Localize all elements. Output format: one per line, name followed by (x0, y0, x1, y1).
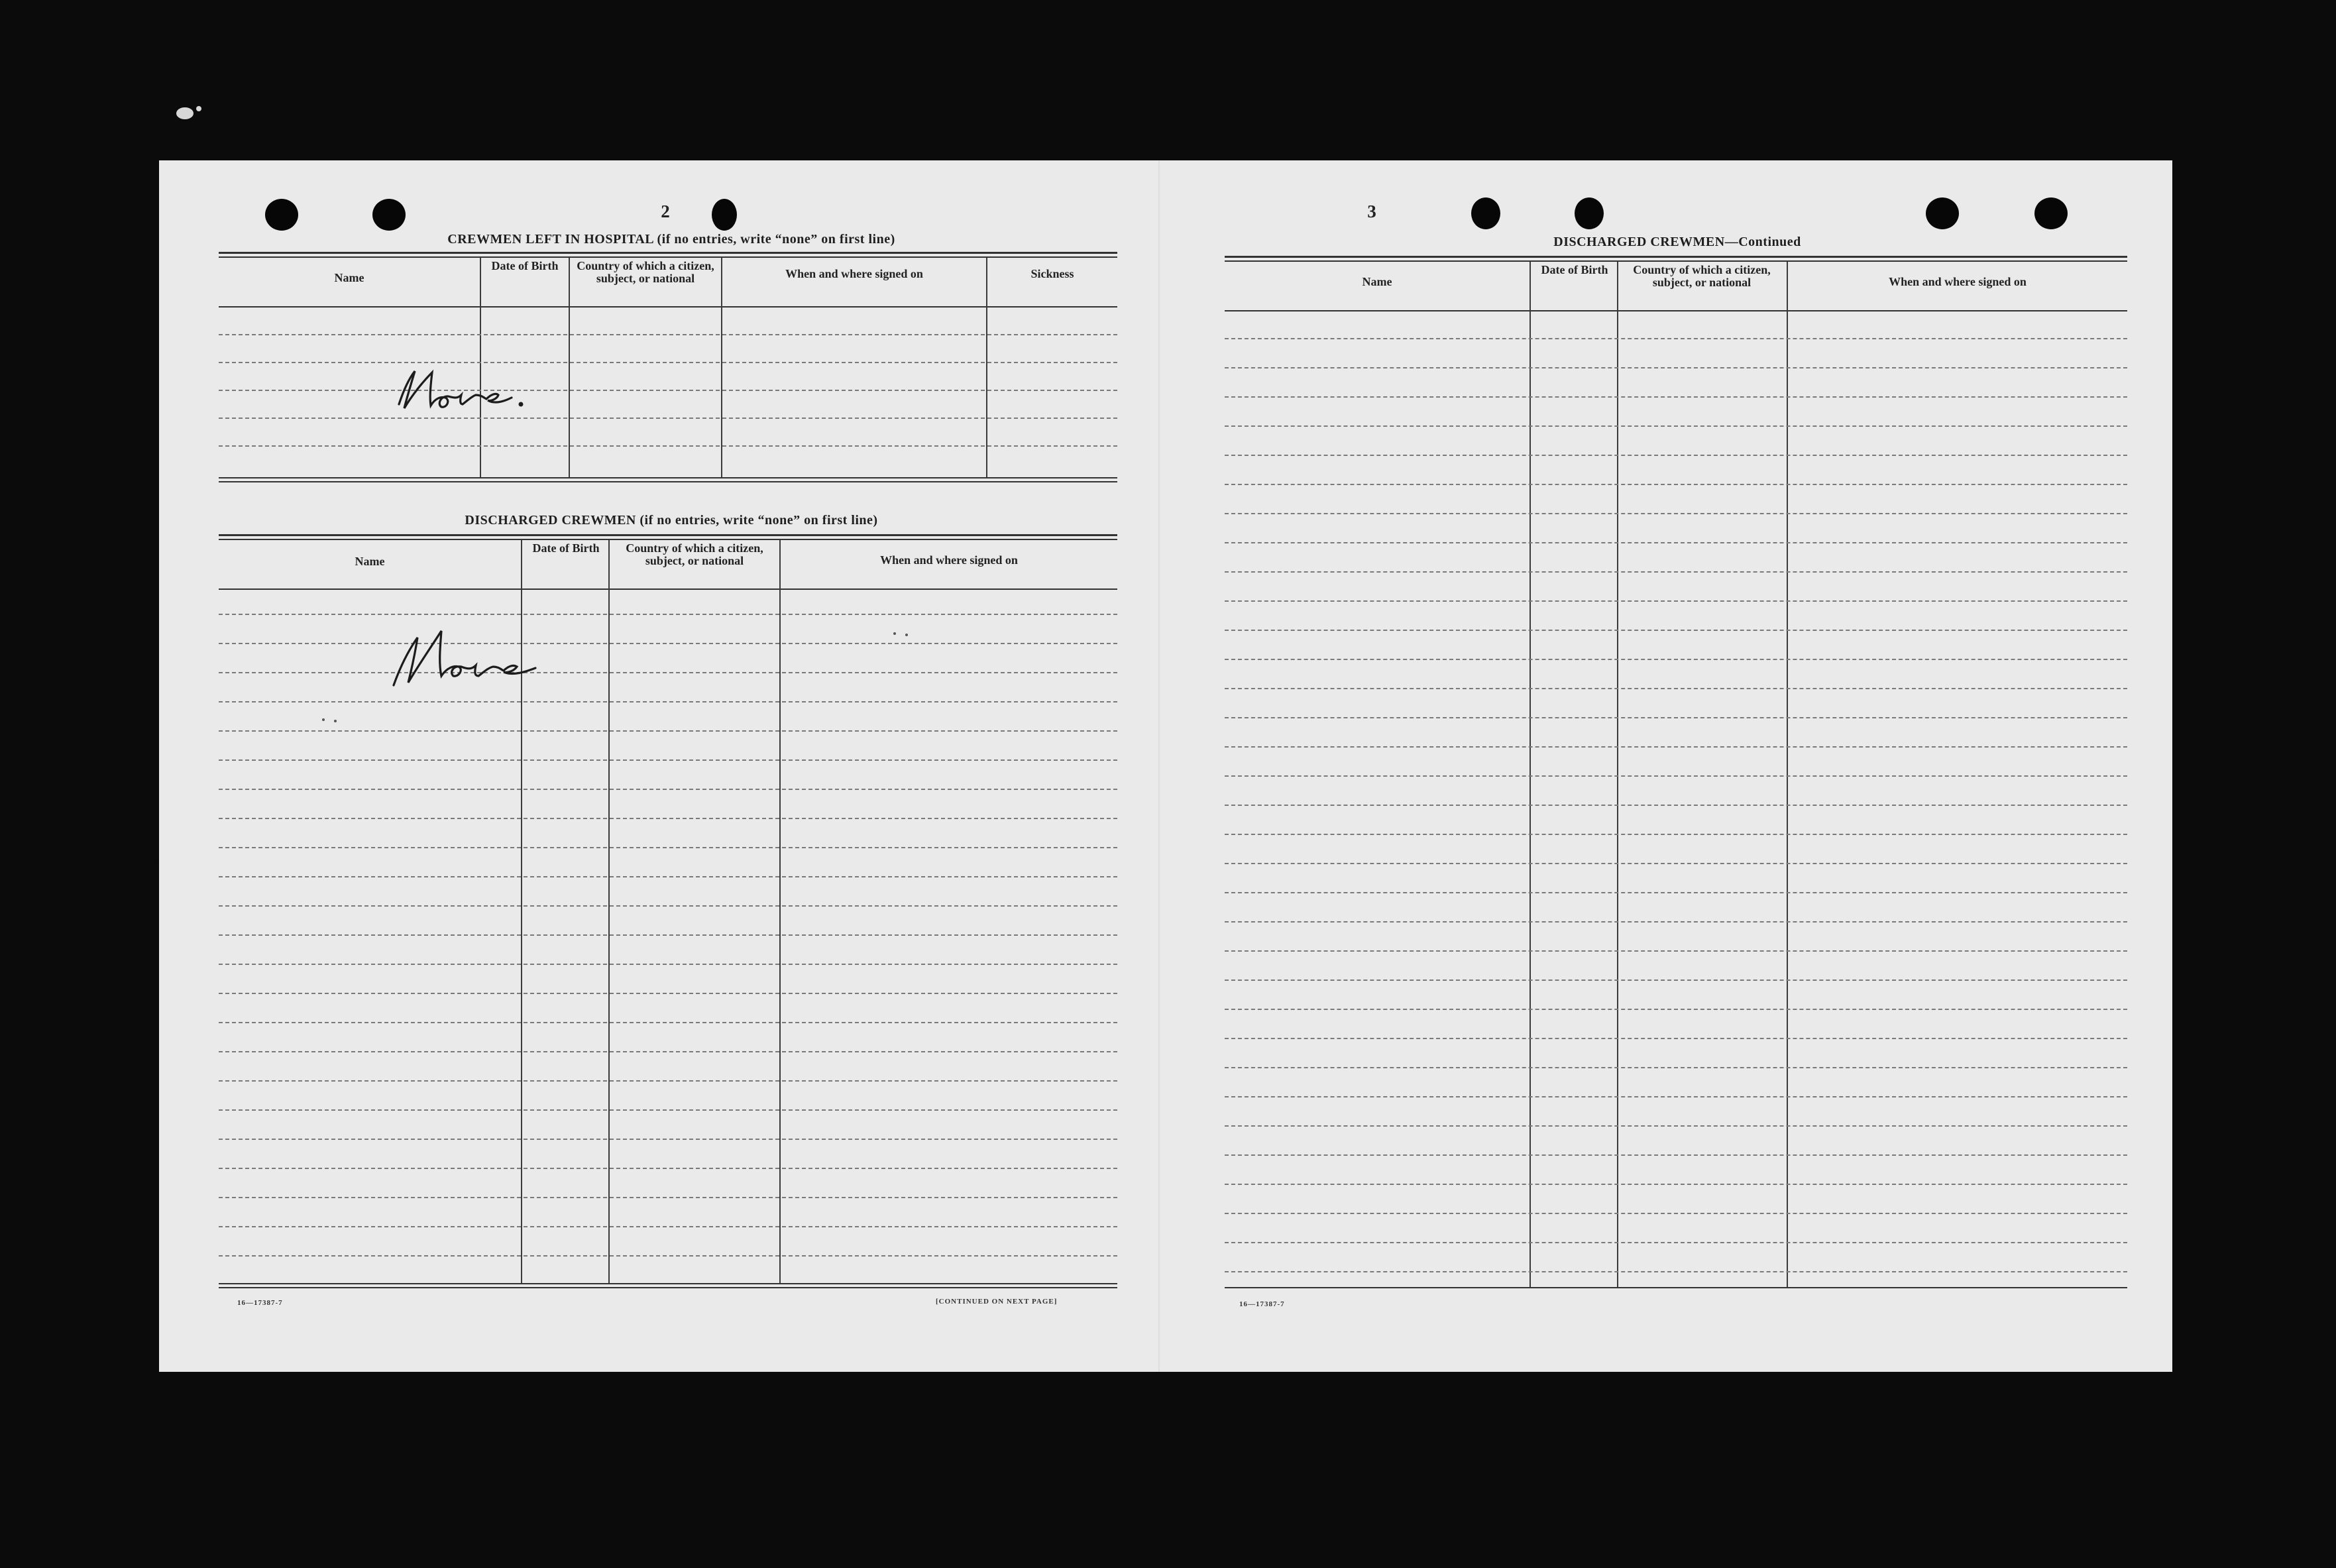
column-header-signed-on: When and where signed on (880, 553, 1018, 567)
hospital-section-title: CREWMEN LEFT IN HOSPITAL (if no entries, write “none” on first line) (447, 232, 895, 247)
column-header-name: Name (334, 271, 364, 284)
ink-dot (322, 718, 325, 721)
dust-speck (176, 107, 194, 119)
hospital-table (219, 252, 1117, 482)
form-number: 16—17387-7 (1239, 1300, 1285, 1308)
form-number: 16—17387-7 (237, 1299, 283, 1307)
discharged-section-title: DISCHARGED CREWMEN (if no entries, write “none” on first line) (465, 513, 878, 528)
left-page (159, 160, 1160, 1372)
handwritten-none-discharged (384, 611, 543, 691)
ink-dot (905, 634, 908, 636)
column-header-date-of-birth: Date of Birth (1541, 263, 1608, 276)
discharged-continued-table (1225, 256, 2127, 1291)
ink-dot (334, 720, 337, 722)
column-header-country: Country of which a citizen, subject, or national (577, 259, 714, 285)
page-number: 3 (1367, 201, 1376, 221)
dust-speck (196, 106, 201, 111)
column-header-date-of-birth: Date of Birth (491, 259, 559, 272)
ink-dot (893, 632, 896, 635)
continued-note: [CONTINUED ON NEXT PAGE] (936, 1298, 1058, 1306)
column-header-name: Name (355, 555, 385, 568)
column-header-name: Name (1362, 275, 1392, 288)
column-header-signed-on: When and where signed on (1889, 275, 2027, 288)
column-header-country: Country of which a citizen, subject, or national (626, 541, 763, 567)
column-header-date-of-birth: Date of Birth (532, 541, 600, 555)
document-sheet (159, 160, 2172, 1372)
discharged-continued-title: DISCHARGED CREWMEN—Continued (1553, 235, 1801, 249)
handwritten-none-hospital (384, 362, 557, 415)
right-page (1161, 160, 2172, 1372)
column-header-country: Country of which a citizen, subject, or national (1633, 263, 1771, 289)
column-header-signed-on: When and where signed on (785, 267, 923, 280)
column-header-sickness: Sickness (1030, 267, 1074, 280)
discharged-table (219, 534, 1117, 1291)
page-number: 2 (661, 201, 670, 221)
